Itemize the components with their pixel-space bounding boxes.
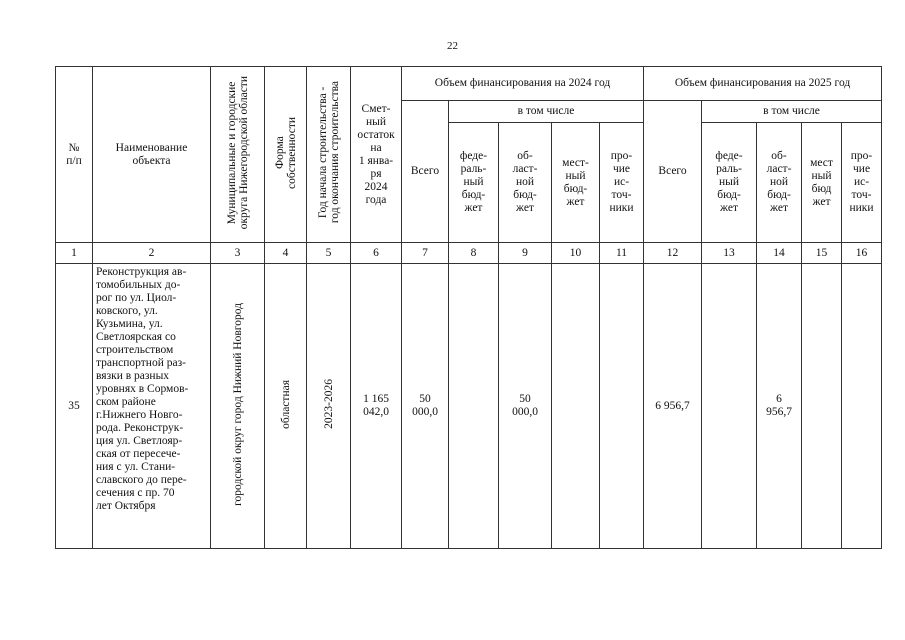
regional-2025-value: 6 956,7 <box>757 264 802 549</box>
header-local-2024: мест- ный бюд- жет <box>552 123 600 243</box>
total-2024-value: 50 000,0 <box>402 264 449 549</box>
column-numbers-row <box>56 243 882 264</box>
table-row <box>56 264 882 549</box>
ownership-cell <box>265 264 307 549</box>
column-number: 9 <box>499 243 552 264</box>
column-number: 15 <box>802 243 842 264</box>
remainder-value: 1 165 042,0 <box>351 264 402 549</box>
column-number: 5 <box>307 243 351 264</box>
header-ownership: Форма собственности <box>273 116 298 189</box>
years-value: 2023-2026 <box>322 379 335 429</box>
header-regional-2025: об- ласт- ной бюд- жет <box>757 123 802 243</box>
column-number: 6 <box>351 243 402 264</box>
column-number: 13 <box>702 243 757 264</box>
header-regional-2024: об- ласт- ной бюд- жет <box>499 123 552 243</box>
header-years: Год начала строительства - год окончания строительства <box>316 81 341 224</box>
header-including-2025: в том числе <box>702 101 882 123</box>
header-name: Наименование объекта <box>93 67 211 243</box>
years-cell <box>307 264 351 549</box>
header-total-2024: Всего <box>402 101 449 243</box>
header-other-2025: про- чие ис- точ- ники <box>842 123 882 243</box>
column-number: 11 <box>600 243 644 264</box>
column-number: 8 <box>449 243 499 264</box>
total-2025-value: 6 956,7 <box>644 264 702 549</box>
header-years-cell <box>307 67 351 243</box>
header-other-2024: про- чие ис- точ- ники <box>600 123 644 243</box>
header-local-2025: мест ный бюд жет <box>802 123 842 243</box>
local-2025-value <box>802 264 842 549</box>
ownership-value: областная <box>279 379 292 429</box>
federal-2025-value <box>702 264 757 549</box>
header-num: № п/п <box>56 67 93 243</box>
header-municipality-cell <box>211 67 265 243</box>
header-total-2025: Всего <box>644 101 702 243</box>
column-number: 14 <box>757 243 802 264</box>
municipality-cell <box>211 264 265 549</box>
header-financing-2024: Объем финансирования на 2024 год <box>402 67 644 101</box>
municipality-value: городской округ город Нижний Новгород <box>231 302 244 506</box>
local-2024-value <box>552 264 600 549</box>
other-2025-value <box>842 264 882 549</box>
header-federal-2025: феде- раль- ный бюд- жет <box>702 123 757 243</box>
federal-2024-value <box>449 264 499 549</box>
column-number: 16 <box>842 243 882 264</box>
regional-2024-value: 50 000,0 <box>499 264 552 549</box>
column-number: 3 <box>211 243 265 264</box>
object-name: Реконструкция ав- томобильных до- рог по ул. Циол- ковского, ул. Кузьмина, ул. Светлоярская со строительством транспортной раз- вязки в разных уровнях в Сормов- ском районе г.Нижнего Новго- рода. Реконструк- ция ул. Светлояр- ская от пересече- ния с ул. Стани- славского до пере- сечения с пр. 70 лет Октября <box>93 264 211 549</box>
header-including-2024: в том числе <box>449 101 644 123</box>
financing-table <box>55 66 882 549</box>
header-federal-2024: феде- раль- ный бюд- жет <box>449 123 499 243</box>
column-number: 4 <box>265 243 307 264</box>
column-number: 12 <box>644 243 702 264</box>
column-number: 1 <box>56 243 93 264</box>
page-number: 22 <box>447 40 458 52</box>
column-number: 10 <box>552 243 600 264</box>
row-number: 35 <box>56 264 93 549</box>
header-ownership-cell <box>265 67 307 243</box>
header-municipality: Муниципальные и городские округа Нижегородской области <box>225 75 250 230</box>
header-financing-2025: Объем финансирования на 2025 год <box>644 67 882 101</box>
column-number: 2 <box>93 243 211 264</box>
column-number: 7 <box>402 243 449 264</box>
other-2024-value <box>600 264 644 549</box>
header-remainder: Смет- ный остаток на 1 янва- ря 2024 года <box>351 67 402 243</box>
